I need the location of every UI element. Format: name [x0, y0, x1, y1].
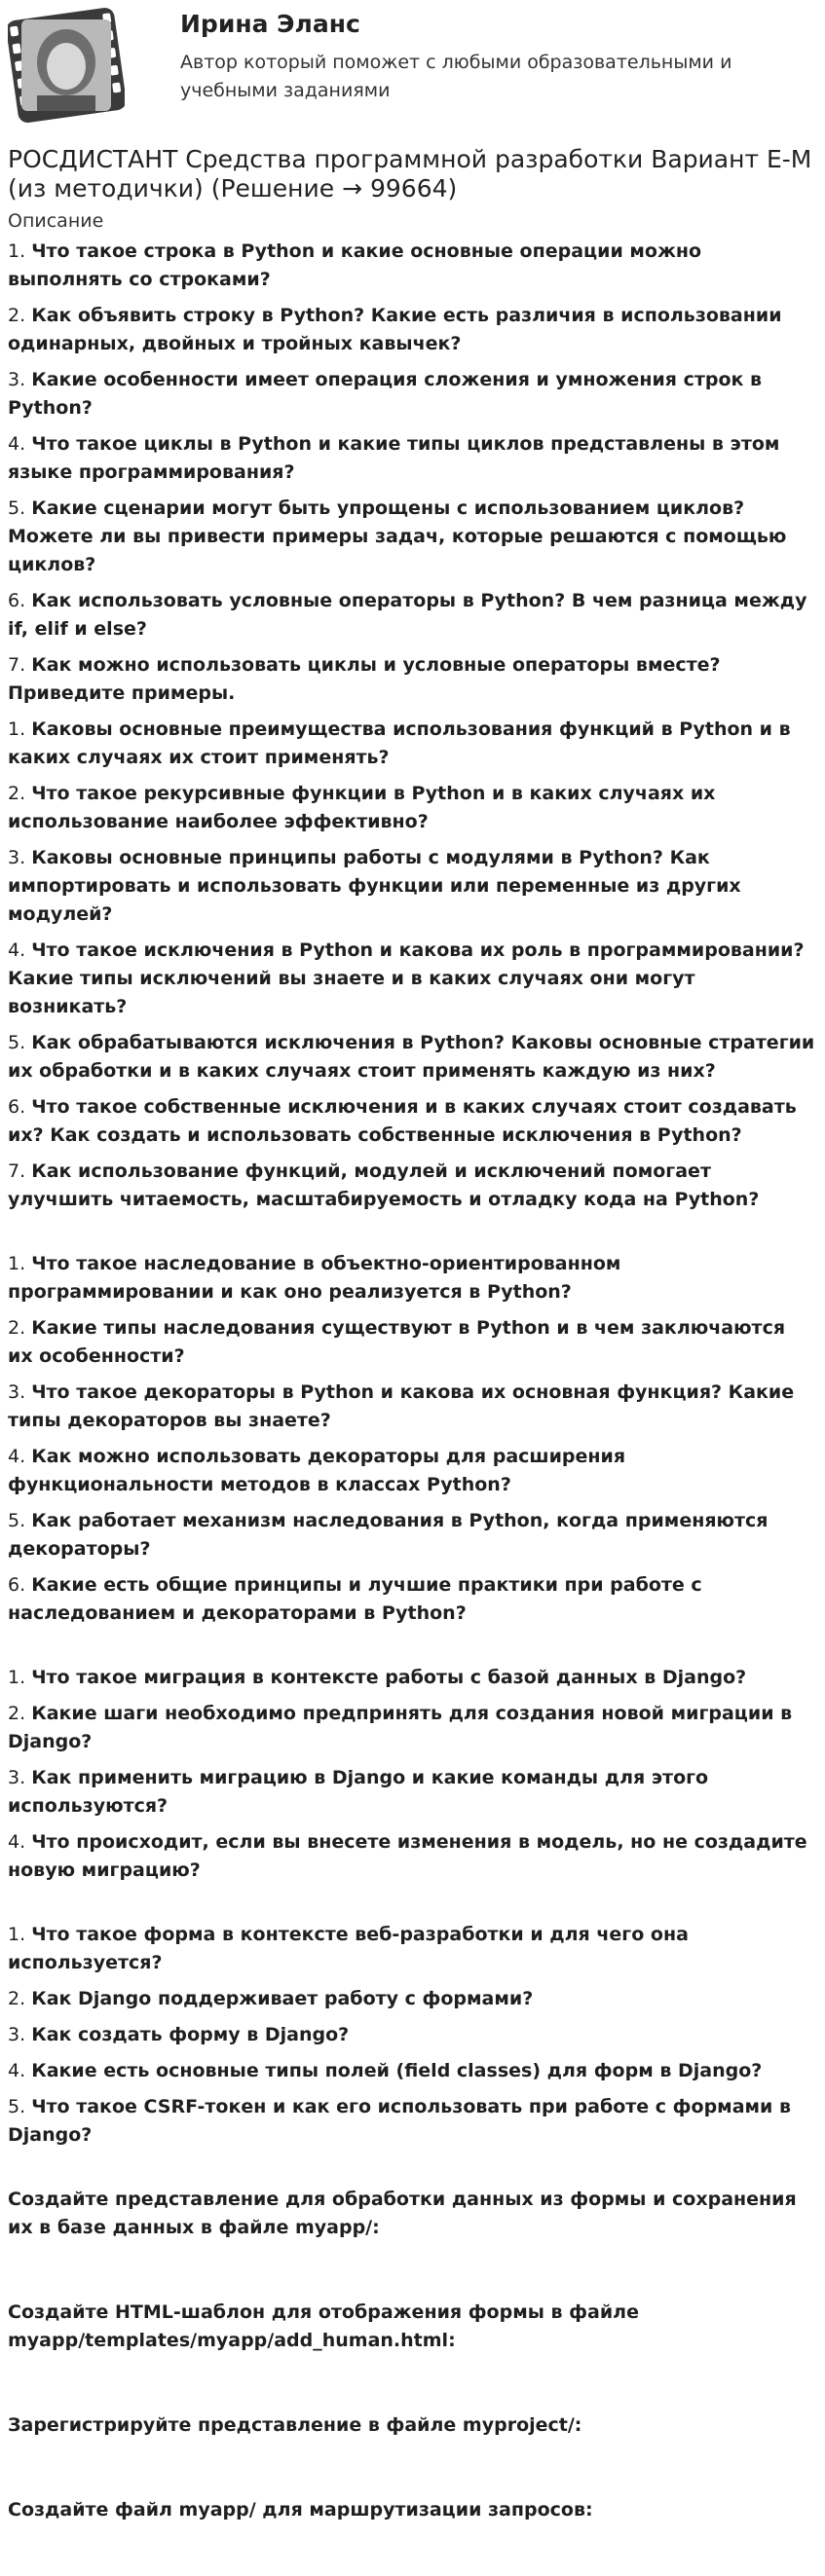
- question-group-strings-loops: [8, 238, 816, 708]
- task-create-template: Создайте HTML-шаблон для отображения формы в файле myapp/templates/myapp/add_human.html:: [8, 2301, 639, 2351]
- question-item: 6. Как использовать условные операторы в Python? В чем разница между if, elif и else?: [8, 590, 807, 640]
- question-item: 2. Как Django поддерживает работу с формами?: [8, 1988, 534, 2009]
- question-item: 2. Какие типы наследования существуют в Python и в чем заключаются их особенности?: [8, 1317, 786, 1367]
- question-group-django-migrations: [8, 1664, 816, 1885]
- task-create-urls: Создайте файл myapp/ для маршрутизации запросов:: [8, 2499, 593, 2521]
- question-item: 1. Что такое строка в Python и какие основные операции можно выполнять со строками?: [8, 240, 702, 290]
- question-item: 4. Что такое циклы в Python и какие типы циклов представлены в этом языке программирования?: [8, 433, 780, 483]
- question-item: 1. Что такое форма в контексте веб-разработки и для чего она используется?: [8, 1924, 689, 1973]
- question-item: 3. Каковы основные принципы работы с модулями в Python? Как импортировать и использовать функции или переменные из других модулей?: [8, 847, 741, 925]
- question-item: 5. Что такое CSRF-токен и как его использовать при работе с формами в Django?: [8, 2096, 792, 2146]
- question-item: 1. Каковы основные преимущества использования функций в Python и в каких случаях их стоит применять?: [8, 718, 791, 768]
- question-item: 4. Что происходит, если вы внесете изменения в модель, но не создадите новую миграцию?: [8, 1831, 807, 1881]
- section-spacer: [8, 1893, 816, 1921]
- description-label: Описание: [8, 210, 104, 232]
- section-spacer: [8, 2157, 816, 2186]
- question-group-django-forms: [8, 1921, 816, 2150]
- question-item: 5. Как обрабатываются исключения в Python? Каковы основные стратегии их обработки и в каких случаях стоит применять каждую из них?: [8, 1032, 815, 1082]
- question-item: 5. Какие сценарии могут быть упрощены с использованием циклов? Можете ли вы привести примеры задач, которые решаются с помощью циклов?: [8, 497, 787, 575]
- task-register-view: Зарегистрируйте представление в файле myproject/:: [8, 2414, 582, 2436]
- question-item: 2. Как объявить строку в Python? Какие есть различия в использовании одинарных, двойных и тройных кавычек?: [8, 305, 782, 354]
- question-item: 3. Что такое декораторы в Python и какова их основная функция? Какие типы декораторов вы знаете?: [8, 1381, 795, 1431]
- author-name[interactable]: Ирина Эланс: [180, 10, 360, 38]
- task-create-view: Создайте представление для обработки данных из формы и сохранения их в базе данных в файле myapp/:: [8, 2189, 797, 2238]
- question-item: 7. Как использование функций, модулей и исключений помогает улучшить читаемость, масштабируемость и отладку кода на Python?: [8, 1160, 760, 1210]
- author-avatar[interactable]: [8, 6, 125, 125]
- section-spacer: [8, 2242, 816, 2270]
- section-spacer: [8, 1636, 816, 1664]
- section-spacer: [8, 2383, 816, 2411]
- question-item: 1. Что такое наследование в объектно-ориентированном программировании и как оно реализуется в Python?: [8, 1253, 621, 1303]
- question-item: 1. Что такое миграция в контексте работы с базой данных в Django?: [8, 1667, 747, 1688]
- description-content: [8, 238, 816, 2524]
- question-item: 6. Какие есть общие принципы и лучшие практики при работе с наследованием и декораторами в Python?: [8, 1574, 702, 1624]
- question-item: 7. Как можно использовать циклы и условные операторы вместе? Приведите примеры.: [8, 654, 721, 704]
- question-item: 2. Что такое рекурсивные функции в Python и в каких случаях их использование наиболее эффективно?: [8, 783, 716, 832]
- section-spacer: [8, 2468, 816, 2496]
- question-group-functions-modules: [8, 716, 816, 1214]
- question-item: 4. Какие есть основные типы полей (field classes) для форм в Django?: [8, 2060, 763, 2081]
- section-spacer: [8, 2440, 816, 2468]
- section-spacer: [8, 2270, 816, 2299]
- question-item: 3. Как создать форму в Django?: [8, 2024, 350, 2045]
- author-description: Автор который поможет с любыми образовательными и учебными заданиями: [180, 52, 732, 101]
- section-spacer: [8, 1222, 816, 1250]
- author-card: [0, 0, 825, 136]
- question-group-inheritance-decorators: [8, 1250, 816, 1628]
- question-item: 3. Как применить миграцию в Django и какие команды для этого используются?: [8, 1767, 709, 1817]
- question-item: 3. Какие особенности имеет операция сложения и умножения строк в Python?: [8, 369, 763, 419]
- question-item: 2. Какие шаги необходимо предпринять для создания новой миграции в Django?: [8, 1703, 793, 1752]
- question-item: 5. Как работает механизм наследования в Python, когда применяются декораторы?: [8, 1510, 769, 1560]
- question-item: 4. Что такое исключения в Python и какова их роль в программировании? Какие типы исключений вы знаете и в каких случаях они могут возникать?: [8, 939, 805, 1017]
- question-item: 4. Как можно использовать декораторы для расширения функциональности методов в классах Python?: [8, 1446, 626, 1495]
- question-item: 6. Что такое собственные исключения и в каких случаях стоит создавать их? Как создать и использовать собственные исключения в Python?: [8, 1096, 797, 1146]
- page-title: РОСДИСТАНТ Средства программной разработки Вариант Е-М (из методички) (Решение → 99664): [8, 145, 812, 202]
- section-spacer: [8, 2355, 816, 2383]
